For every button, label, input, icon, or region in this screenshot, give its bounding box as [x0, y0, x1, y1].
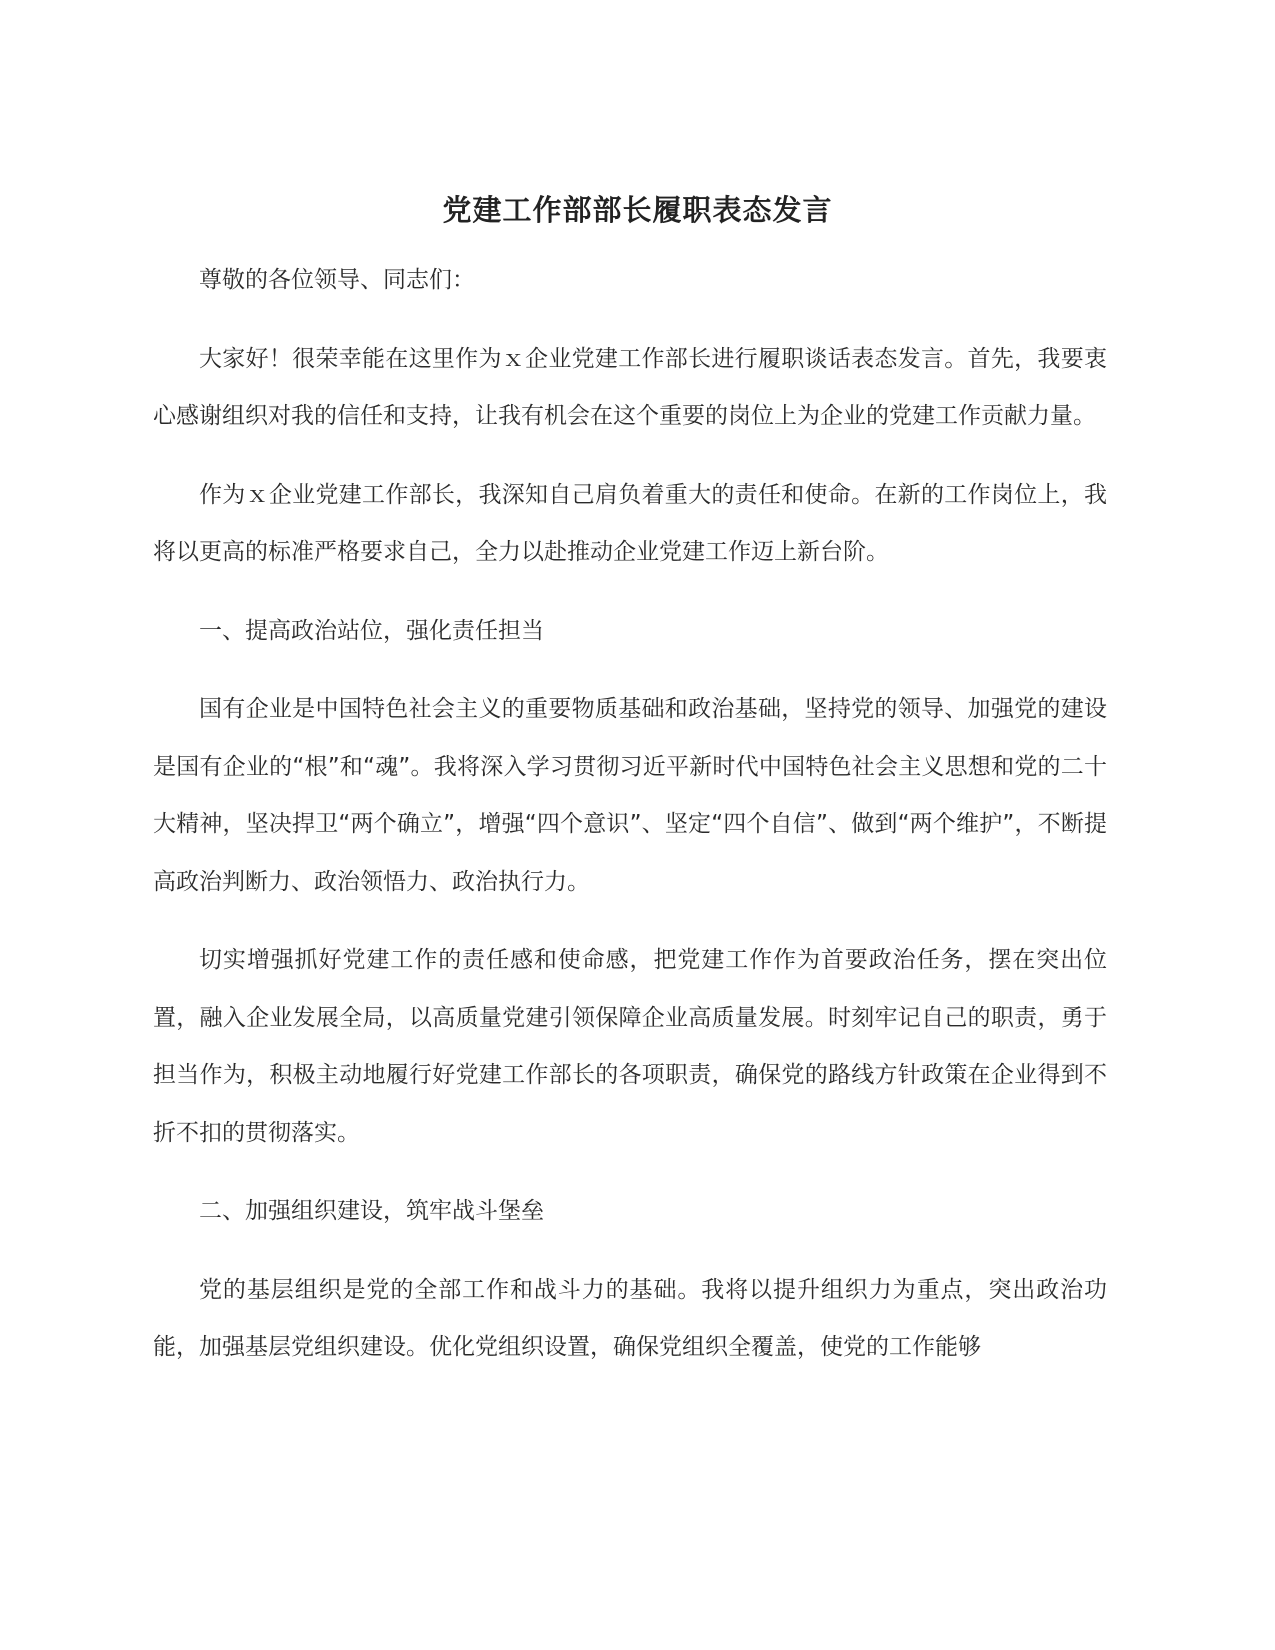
paragraph: 大家好！很荣幸能在这里作为ｘ企业党建工作部长进行履职谈话表态发言。首先，我要衷心感谢组织对我的信任和支持，让我有机会在这个重要的岗位上为企业的党建工作贡献力量。: [153, 345, 1107, 429]
paragraph: 党的基层组织是党的全部工作和战斗力的基础。我将以提升组织力为重点，突出政治功能，加强基层党组织建设。优化党组织设置，确保党组织全覆盖，使党的工作能够: [153, 1276, 1107, 1360]
paragraph: 作为ｘ企业党建工作部长，我深知自己肩负着重大的责任和使命。在新的工作岗位上，我将以更高的标准严格要求自己，全力以赴推动企业党建工作迈上新台阶。: [153, 481, 1107, 565]
section-heading: 二、加强组织建设，筑牢战斗堡垒: [199, 1198, 544, 1224]
salutation: 尊敬的各位领导、同志们：: [199, 267, 475, 293]
paragraph: 切实增强抓好党建工作的责任感和使命感，把党建工作作为首要政治任务，摆在突出位置，融入企业发展全局，以高质量党建引领保障企业高质量发展。时刻牢记自己的职责，勇于担当作为，积极主动地履行好党建工作部长的各项职责，确保党的路线方针政策在企业得到不折不扣的贯彻落实。: [153, 947, 1107, 1146]
section-heading: 一、提高政治站位，强化责任担当: [199, 617, 544, 644]
paragraph: 国有企业是中国特色社会主义的重要物质基础和政治基础，坚持党的领导、加强党的建设是国有企业的“根”和“魂”。我将深入学习贯彻习近平新时代中国特色社会主义思想和党的二十大精神，坚决捍卫“两个确立”，增强“四个意识”、坚定“四个自信”、做到“两个维护”，不断提高政治判断力、政治领悟力、政治执行力。: [153, 696, 1107, 895]
document-body: [153, 252, 1107, 1398]
document-title: 党建工作部部长履职表态发言: [442, 193, 833, 227]
